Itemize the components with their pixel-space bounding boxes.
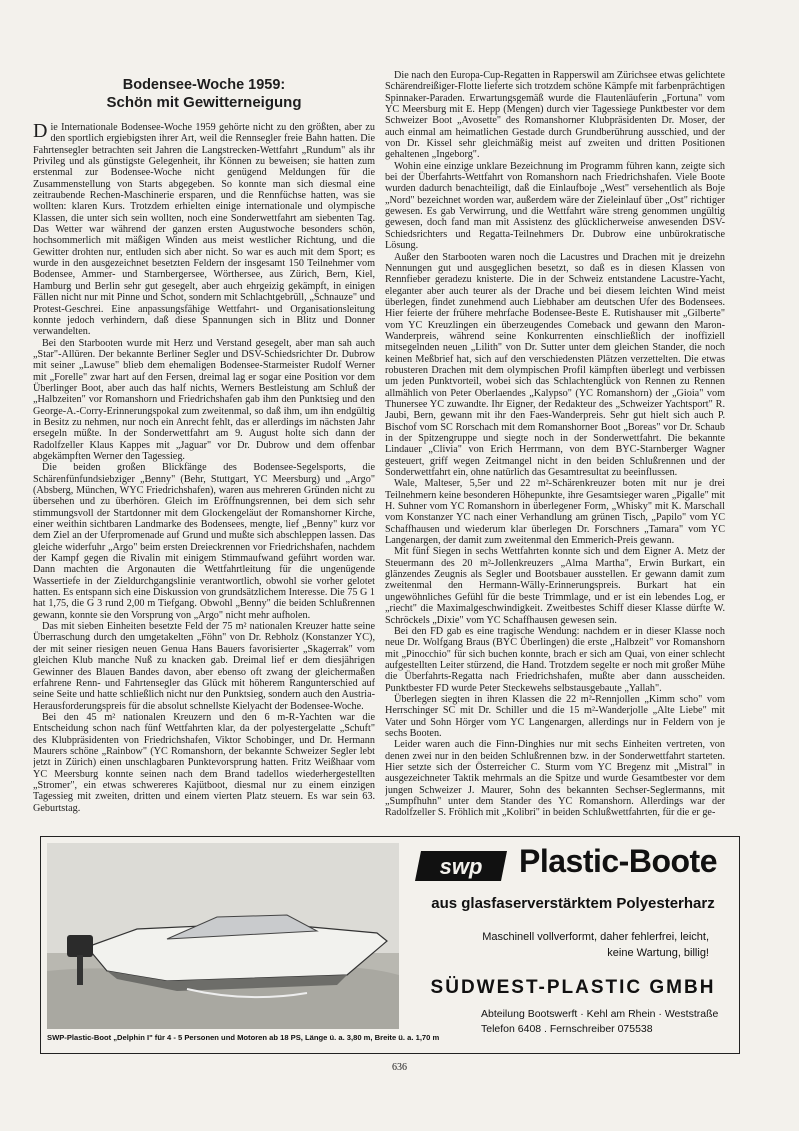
page-number: 636 [392, 1062, 407, 1073]
boat-illustration [47, 843, 399, 1029]
article-paragraph: Die Internationale Bodensee-Woche 1959 gehörte nicht zu den größten, aber zu den sportlich ergiebigsten ihrer Art, weil die Rennsegler freie Bahn hatten. Die Fahrtensegler betrachten seit Jahren die Langstrecken-Wettfahrt „Rundum" als ihr Privileg und als günstigste Gelegenheit, ihr Können zu beweisen; sie hatten zum erstenmal zur Bodensee-Woche nicht genügend Meldungen für die Zusammenstellung von Starts abgegeben. So konnte man sich diesmal eine zeitraubende Rechen-Maschinerie ersparen, und die Rennfüchse hatten, was sie wollten: klaren Kurs. Trotzdem erhielten einige internationale und olympische Klassen, die unter sich sein wollten, noch eine Sonderwettfahrt am siebenten Tag. Das Wetter war während der ganzen ersten Augustwoche besonders schön, hochsommerlich mit mäßigen Winden aus meist westlicher Richtung, und die Gewitter drohten nur, entluden sich aber nicht. So war es auch mit dem Sport; es wurde in den ausgezeichnet besetzten Feldern der insgesamt 150 Teilnehmer vom Bodensee, Ammer- und Starnbergersee, Wörthersee, aus Zürich, Bern, Kiel, Hamburg und Berlin sehr gut gesegelt, aber auch ehrgeizig gekämpft, in einigen Fällen nicht nur mit Pinne und Schot, sondern mit Schlachtgebrüll, „Schnauze" und Protest-Geschrei. Eine anpassungsfähige Wettfahrt- und Organisationsleitung konnte jedoch verhindern, daß diese Spannungen sich in Blitz und Donner verwandelten. [33, 120, 375, 338]
ad-features-line1: Maschinell vollverformt, daher fehlerfrei, leicht, [482, 931, 709, 943]
article-column-left [33, 70, 375, 830]
article-paragraph: Wohin eine einzige unklare Bezeichnung im Programm führen kann, zeigte sich bei der Überfahrts-Wettfahrt von Romanshorn nach Friedrichshafen. Viele Boote wurden dadurch benachteiligt, daß die Einlaufboje „West" versehentlich als Boje „Nord" bezeichnet worden war, außerdem wäre der Zieleinlauf über „Ost" richtiger gewesen. Es gab Verwirrung, und die Wettfahrt wäre streng genommen ungültig gewesen, doch fand man mit Assistenz des glücklicherweise anwesenden DSV-Schiedsrichters und Regatta-Teilnehmers Dr. Dubrow eine unbürokratische Lösung. [385, 160, 725, 252]
article-title-line1: Bodensee-Woche 1959: [122, 77, 286, 93]
article-paragraph: Wale, Malteser, 5,5er und 22 m²-Schärenkreuzer boten mit nur je drei Teilnehmern keine besonderen Höhepunkte, ihre Gesamtsieger waren „Pigalle" mit H. Suhner vom YC Romanshorn in überlegener Form, „Whisky" mit K. Marschall vom Konstanzer YC nach einer Verhandlung am grünen Tisch, „Papilo" vom YC Schaffhausen und wiederum klar überlegen Dr. Forschners „Tamara" vom YC Langenargen, der damit zum zweitenmal den Emmerich-Preis gewann. [385, 478, 725, 547]
article-body-right [385, 70, 725, 819]
article-paragraph: Überlegen siegten in ihren Klassen die 22 m²-Rennjollen „Kimm scho" vom Herrschinger SC mit Dr. Schiller und die 15 m²-Wanderjolle „Alte Liebe" mit Vater und Sohn Hörger vom YC Langenargen, allerdings nur in Feldern von je sechs Booten. [385, 693, 725, 739]
article-paragraph: Außer den Starbooten waren noch die Lacustres und Drachen mit je dreizehn Nennungen gut und ausgeglichen besetzt, so daß es in diesen Klassen von Rennfieber geradezu knisterte. Die in der Schweiz entstandene Lacustre-Yacht, eleganter aber auch teurer als der Drache und bei diesem leichten Wind meist überlegen, findet zunehmend auch Liebhaber am deutschen Ufer des Bodensees. Hier feierte der frühere mehrfache Bodensee-Beste E. Rutishauser mit „Gilberte" vom YC Kreuzlingen ein überzeugendes Comeback und gewann den Maron-Wanderpreis, während seine Konkurrenten einschließlich der inoffiziell mitsegelnden neuen „Lilith" von Dr. Sutter unter dem gleichen Stander, die noch keinen Meßbrief hat, sich auf den verschiedensten Plätzen verzettelten. Die etwas robusteren Drachen mit dem olympischen Profil kämpften überlegt und verbissen um jeden Punktvorteil, wobei sich das Schlachtenglück von Rennen zu Rennen allmählich von Peter Oberlaendes „Kalypso" (YC Romanshorn) der „Gioia" vom Thunersee YC zuwandte. Ihr Eigner, der Redakteur des „Schweizer Yachtsport" R. Jaubi, Bern, gewann mit ihr den Faes-Wanderpreis. Sehr gut hielt sich auch P. Bischof vom SC Rorschach mit dem Romanshorner Boot „Boreas" vor Dr. Schaub in der Spitzengruppe und siegte noch in der Sonderwettfahrt. Die bekannte Lindauer „Clivia" von Erich Herrmann, von dem BYC-Starnberger Wagner gesteuert, griff wegen Zeitmangel nicht in den beiden Schlußrennen und der Sonderwettfahrt ein, ohne natürlich das Gesamtresultat zu beeinflussen. [385, 251, 725, 479]
article-paragraph: Bei den 45 m² nationalen Kreuzern und den 6 m-R-Yachten war die Entscheidung schon nach fünf Wettfahrten klar, da der polyestergelatte „Schuft" des Klubpräsidenten von Friedrichshafen, Viktor Schobinger, und Dr. Hermann Maurers schöne „Rainbow" (YC Romanshorn, der bekannte Schweizer Segler lebt jetzt in Zürich) einen unschlagbaren Punktevorsprung hatten. Fritz Weißhaar vom YC Meersburg konnte seinen nach dem Brand tadellos wiederhergestellten „Stromer", ein etwas schwereres Kajütboot, diesmal nur zu einem einzigen Tagessieg mit zweiten, dritten und einem vierten Platz steuern. Es war sein 63. Geburtstag. [33, 711, 375, 814]
article-paragraph: Bei den Starbooten wurde mit Herz und Verstand gesegelt, aber man sah auch „Star"-Allüren. Der bekannte Berliner Segler und DSV-Schiedsrichter Dr. Dubrow mit seiner „Lawuse" blieb dem ehemaligen Bodensee-Starmeister Rudolf Werner mit „Forelle" zwar hart auf den Fersen, dreimal lag er sogar eine Position vor dem Überlinger Boot, aber auch das half nichts, Werners Bestleistung am Schluß der „Halbzeiten" vor Romanshorn und Friedrichshafen gab ihm den Punktsieg und den George-A.-Corry-Erinnerungspokal zum zweitenmal, so daß ihm, um ihn endgültig in Besitz zu nehmen, nur noch ein Anrecht fehlt, das er allerdings im nächsten Jahr ersegeln müßte. In der Sonderwettfahrt am 9. August holte sich dann der Radolfzeller Klaus Kappes mit „Jaguar" vor Dr. Dubrow und dem offenbar abgekämpften Werner den Tagessieg. [33, 337, 375, 462]
article-paragraph: Das mit sieben Einheiten besetzte Feld der 75 m² nationalen Kreuzer hatte seine Überraschung durch den umgetakelten „Föhn" von Dr. Rebholz (Konstanzer YC), der mit seiner riesigen neuen Genua Hans Bauers favorisierter „Skagerrak" vom gleichen Klub manche Nuß zu knacken gab. Dreimal lief er dem diesjährigen Gewinner des Blauen Bandes davon, aber ebenso oft zwang der gleichermaßen erfahrene Renn- und Fahrtensegler das Glück mit höherem Rangunterschied auf seine Seite und hatte schließlich nicht nur den Punktsieg, sondern auch den Austria-Herausforderungspreis für die absolut schnellste Kielyacht der Bodensee-Woche. [33, 621, 375, 712]
ad-address-line2: Telefon 6408 . Fernschreiber 075538 [481, 1023, 653, 1035]
ad-caption: SWP-Plastic-Boot „Delphin I" für 4 - 5 Personen und Motoren ab 18 PS, Länge ü. a. 3,80 m, Breite ü. a. 1,70 m [47, 1033, 440, 1042]
swp-logo-text: swp [439, 854, 483, 879]
article-body-left [33, 122, 375, 814]
article-paragraph: Die beiden großen Blickfänge des Bodensee-Segelsports, die Schärenfünfundsiebziger „Benny" (Behr, Stuttgart, YC Meersburg) und „Argo" (Absberg, München, WYC Friedrichshafen), waren aus mehreren Gründen nicht zu übersehen und zu überhören. Gleich im Eröffnungsrennen, bei dem sich sehr stimmungsvoll der Startdonner mit dem Glockengeläut der Romanshorner Kirche, einer weithin sichtbaren Landmarke des Bodensees, mengte, lief „Benny" kurz vor dem Ziel an der Uferpromenade auf Grund und mußte sich abschleppen lassen. Das gleiche widerfuhr „Argo" beim ersten Dreieckrennen vor Friedrichshafen, nachdem der Kampf gegen die Rivalin mit einigem Stimmaufwand geführt worden war. Dann machten die Argonauten die Wettfahrtleitung für die ungenügende Wassertiefe in der Zieldurchgangslinie verantwortlich, obwohl sie vorher gelotet hatten. Es entspann sich eine Diskussion von grundsätzlichem Interesse. Die 75 G 1 hat 1,75, die G 3 rund 2,00 m Tiefgang. Obwohl „Benny" die beiden Schlußrennen gewann, konnte sie den Vorsprung von „Argo" nicht mehr aufholen. [33, 462, 375, 621]
article-title [33, 76, 375, 112]
ad-features [413, 929, 709, 961]
article-paragraph: Mit fünf Siegen in sechs Wettfahrten konnte sich und dem Eigner A. Metz der Steuermann des 20 m²-Jollenkreuzers „Alma Martha", Erwin Burkart, ein glänzendes Zeugnis als Segler und Bootsbauer ausstellen. Er gewann damit zum zweitenmal den Hermann-Wälly-Erinnerungspreis. Burkart hat ein ungewöhnliches Gefühl für die beste Trimmlage, und er ist ein lebendes Log, er „riecht" die Maximalgeschwindigkeit. Zweitbestes Schiff dieser Klasse dürfte W. Schröckels „Dixie" vom YC Schaffhausen gewesen sein. [385, 546, 725, 626]
ad-address [481, 1007, 731, 1037]
drop-cap: D [33, 120, 48, 142]
article-paragraph: Die nach den Europa-Cup-Regatten in Rapperswil am Zürichsee etwas gelichtete Schärendreißiger-Flotte lieferte sich trotzdem schöne Kämpfe mit farbenprächtigen Spinnaker-Paraden. Erwartungsgemäß wurde die Flautenläuferin „Fortuna" vom YC Meersburg mit E. Hepp (Mengen) durch vier Tagessiege Punktbester vor dem Schweizer Boot „Avosette" des Romanshorner Klubpräsidenten Dr. Moser, der auch einmal am heimatlichen Gestade durch Grundberührung ausschied, und der von Dr. Kissel sehr gleichmäßig meist auf zweiten und dritten Positionen gehaltenen „Ingeborg". [385, 70, 725, 161]
article-paragraph: Bei den FD gab es eine tragische Wendung: nachdem er in dieser Klasse noch neue Dr. Wolfgang Braus (BYC Überlingen) die erste „Halbzeit" vor Romanshorn mit „Pinocchio" für sich buchen konnte, brach er sich am Quai, von einer schlecht aufgestellten Leiter stürzend, die Hand. Trotzdem segelte er noch mit großer Mühe die Überfahrts-Regatta nach Friedrichshafen, mußte aber dann ausscheiden. Punktbester FD wurde Peter Steckewehs selbstausgebaute „Yallah". [385, 625, 725, 694]
article-title-line2: Schön mit Gewitterneigung [106, 94, 302, 111]
advertisement [40, 836, 740, 1054]
ad-address-line1: Abteilung Bootswerft · Kehl am Rhein · Weststraße [481, 1008, 719, 1020]
ad-company: SÜDWEST-PLASTIC GMBH [430, 977, 716, 998]
ad-subtitle: aus glasfaserverstärktem Polyesterharz [431, 895, 715, 912]
article-column-right [385, 70, 725, 830]
ad-features-line2: keine Wartung, billig! [607, 947, 709, 959]
swp-logo [413, 849, 509, 883]
boat-photo [47, 843, 399, 1029]
ad-brand: Plastic-Boote [519, 843, 717, 879]
article-paragraph: Leider waren auch die Finn-Dinghies nur mit sechs Einheiten vertreten, von denen zwei nur in den beiden Schlußrennen bzw. in der Sonderwettfahrt starteten. Hier setzte sich der Österreicher C. Sturm vom YC Bregenz mit „Mistral" in ausgezeichneter Taktik mehrmals an die Spitze und wurde Gesamtbester vor dem jungen Schweizer J. Maurer, Sohn des bekannten Sechser-Seglermanns, mit „Sumpfhuhn" unter dem Stander des YC Romanshorn. Allerdings war der Radolfzeller S. Fröhlich mit „Kolibri" in beiden Schlußwettfahrten, für die er ge- [385, 739, 725, 819]
